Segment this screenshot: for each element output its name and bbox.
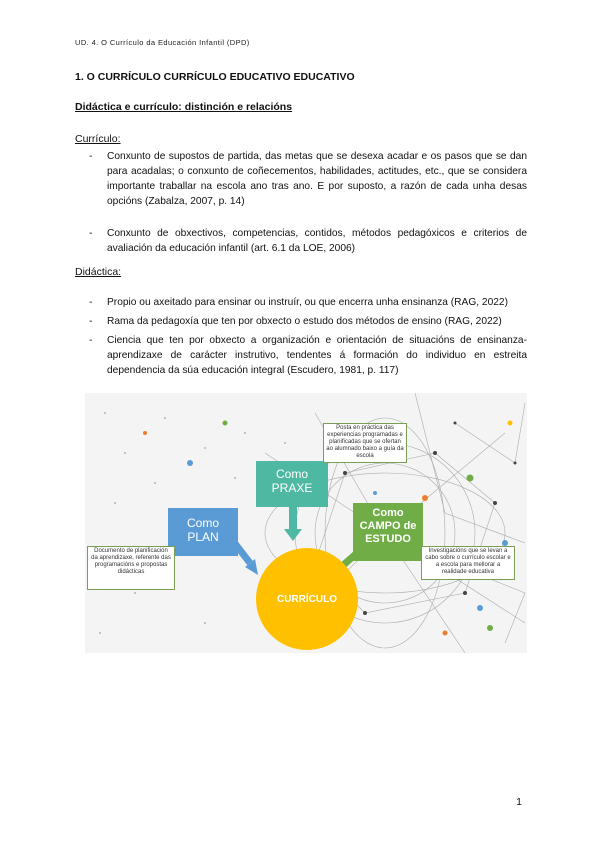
list-item (89, 295, 527, 310)
campo-note-text: Investigacións que se levan a cabo sobre o currículo escolar e a escola para mellorar a realidade educativa (425, 548, 511, 575)
campo-line2: CAMPO de (359, 520, 417, 532)
didactica-list (89, 295, 527, 378)
curriculum-diagram (85, 393, 527, 653)
praxe-box (256, 461, 328, 507)
curriculo-circle (256, 548, 358, 650)
curriculo-title: Currículo: (75, 133, 121, 145)
dash-bullet: - (89, 335, 93, 346)
dash-bullet: - (89, 151, 93, 162)
list-item (89, 226, 527, 256)
praxe-line1: Como (275, 467, 308, 481)
list-item-text: Propio ou axeitado para ensinar ou instruír, ou que encerra unha ensinanza (RAG, 2022) (107, 297, 508, 308)
subsection-heading: Didáctica e currículo: distinción e relacións (75, 101, 293, 113)
dash-bullet: - (89, 297, 93, 308)
praxe-line2: PRAXE (271, 481, 313, 495)
list-item (89, 333, 527, 378)
list-item-text: Conxunto de obxectivos, competencias, contidos, métodos pedagóxicos e criterios de avaliación da educación infantil (art. 6.1 da LOE, 2006) (107, 228, 527, 254)
curriculo-list (89, 149, 527, 256)
campo-line3: ESTUDO (365, 533, 411, 545)
plan-box (168, 508, 238, 556)
plan-note-text: Documento de planificación da aprendizaxe, referente das programacións e propostas didácticas (91, 548, 171, 575)
list-item-text: Rama da pedagoxía que ten por obxecto o estudo dos métodos de ensino (RAG, 2022) (107, 316, 502, 327)
didactica-title: Didáctica: (75, 266, 122, 278)
praxe-note (323, 423, 407, 463)
campo-note (421, 546, 515, 580)
section-heading: 1. O CURRÍCULO CURRÍCULO EDUCATIVO EDUCATIVO (75, 71, 355, 83)
campo-line1: Como (372, 507, 404, 519)
plan-line2: PLAN (187, 530, 219, 544)
praxe-note-text: Posta en práctica das experiencias programadas e planificadas que se ofertan ao alumnado baixo a guía da escola (326, 425, 404, 459)
list-item (89, 149, 527, 209)
list-item-text: Ciencia que ten por obxecto a organización e orientación de situacións de ensinanza- aprendizaxe de carácter instrutivo, tendentes á formación do individuo en estreita dependencia da súa educación integral (Escudero, 1981, p. 117) (107, 335, 527, 376)
campo-box (353, 503, 423, 561)
page-number: 1 (516, 796, 522, 808)
dash-bullet: - (89, 316, 93, 327)
list-item (89, 314, 527, 329)
plan-line1: Como (186, 516, 219, 530)
running-header: UD. 4. O Currículo da Educación Infantil (DPD) (75, 38, 250, 47)
dash-bullet: - (89, 228, 93, 239)
list-item-text: Conxunto de supostos de partida, das metas que se desexa acadar e os pasos que se dan para acadalas; o conxunto de coñecementos, habilidades, actitudes, etc., que se considera importante traballar na escola ano tras ano. E por suposto, a razón de cada unha desas opcións (Zabalza, 2007, p. 14) (107, 151, 527, 207)
curriculo-label: CURRÍCULO (277, 593, 337, 605)
plan-note (87, 546, 175, 590)
